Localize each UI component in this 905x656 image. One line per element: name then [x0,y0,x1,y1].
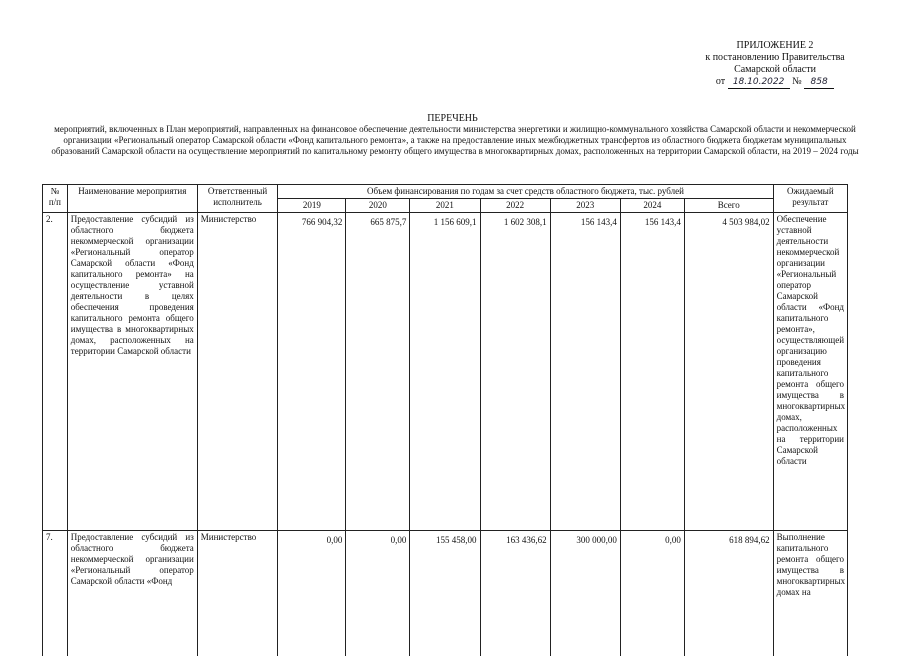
row-value: 163 436,62 [480,531,550,656]
table-row [43,213,848,531]
row-value: 0,00 [346,531,410,656]
header-year: 2023 [550,199,620,213]
row-value: 766 904,32 [278,213,346,531]
row-value: 156 143,4 [620,213,684,531]
document-title: ПЕРЕЧЕНЬ [0,113,905,124]
header-year: 2019 [278,199,346,213]
row-total: 618 894,62 [684,531,773,656]
funding-table [42,184,848,656]
header-year: 2022 [480,199,550,213]
row-total: 4 503 984,02 [684,213,773,531]
header-result: Ожидаемый результат [773,185,847,213]
row-name: Предоставление субсидий из областного бюджета некоммерческой организации «Региональный оператор Самарской области «Фонд [67,531,197,656]
header-total: Всего [684,199,773,213]
row-value: 665 875,7 [346,213,410,531]
appendix-date-line [660,76,890,89]
appendix-block [660,40,890,89]
row-value: 1 602 308,1 [480,213,550,531]
handwritten-date: 18.10.2022 [728,76,790,89]
row-value: 0,00 [278,531,346,656]
row-value: 155 458,00 [410,531,480,656]
header-year: 2024 [620,199,684,213]
row-name: Предоставление субсидий из областного бюджета некоммерческой организации «Региональный оператор Самарской области «Фонд капитального ремонта» на осуществление уставной деятельности в целях обеспечения проведения капитального ремонта общего имущества в многоквартирных домах, расположенных на территории Самарской области [67,213,197,531]
row-num: 2. [43,213,68,531]
row-result: Обеспечение уставной деятельности некоммерческой организации «Региональный оператор Самарской области «Фонд капитального ремонта», осуществляющей организацию проведения капитального ремонта общего имущества в многоквартирных домах, расположенных на территории Самарской области [773,213,847,531]
row-value: 300 000,00 [550,531,620,656]
handwritten-number: 858 [804,76,834,89]
appendix-line: Самарской области [660,64,890,76]
row-value: 0,00 [620,531,684,656]
header-year: 2020 [346,199,410,213]
document-intro: мероприятий, включенных в План мероприятий, направленных на финансовое обеспечение деятельности министерства энергетики и жилищно-коммунального хозяйства Самарской области и некоммерческой организации «Региональный оператор Самарской области «Фонд капитального ремонта», а также на предоставление иных межбюджетных трансфертов из областного бюджета бюджетам муниципальных образований Самарской области на осуществление мероприятий по капитальному ремонту общего имущества в многоквартирных домах, расположенных на территории Самарской области, на 2019 – 2024 годы [40,124,870,157]
header-executor: Ответственный исполнитель [197,185,277,213]
row-result: Выполнение капитального ремонта общего имущества в многоквартирных домах на [773,531,847,656]
table-row [43,531,848,656]
row-executor: Министерство [197,213,277,531]
row-num: 7. [43,531,68,656]
row-executor: Министерство [197,531,277,656]
header-num: № п/п [43,185,68,213]
row-value: 1 156 609,1 [410,213,480,531]
appendix-title: ПРИЛОЖЕНИЕ 2 [660,40,890,52]
appendix-line: к постановлению Правительства [660,52,890,64]
row-value: 156 143,4 [550,213,620,531]
table-header-row [43,185,848,199]
number-prefix: № [792,76,802,87]
header-funding: Объем финансирования по годам за счет средств областного бюджета, тыс. рублей [278,185,773,199]
header-year: 2021 [410,199,480,213]
date-prefix: от [716,76,725,87]
header-name: Наименование мероприятия [67,185,197,213]
